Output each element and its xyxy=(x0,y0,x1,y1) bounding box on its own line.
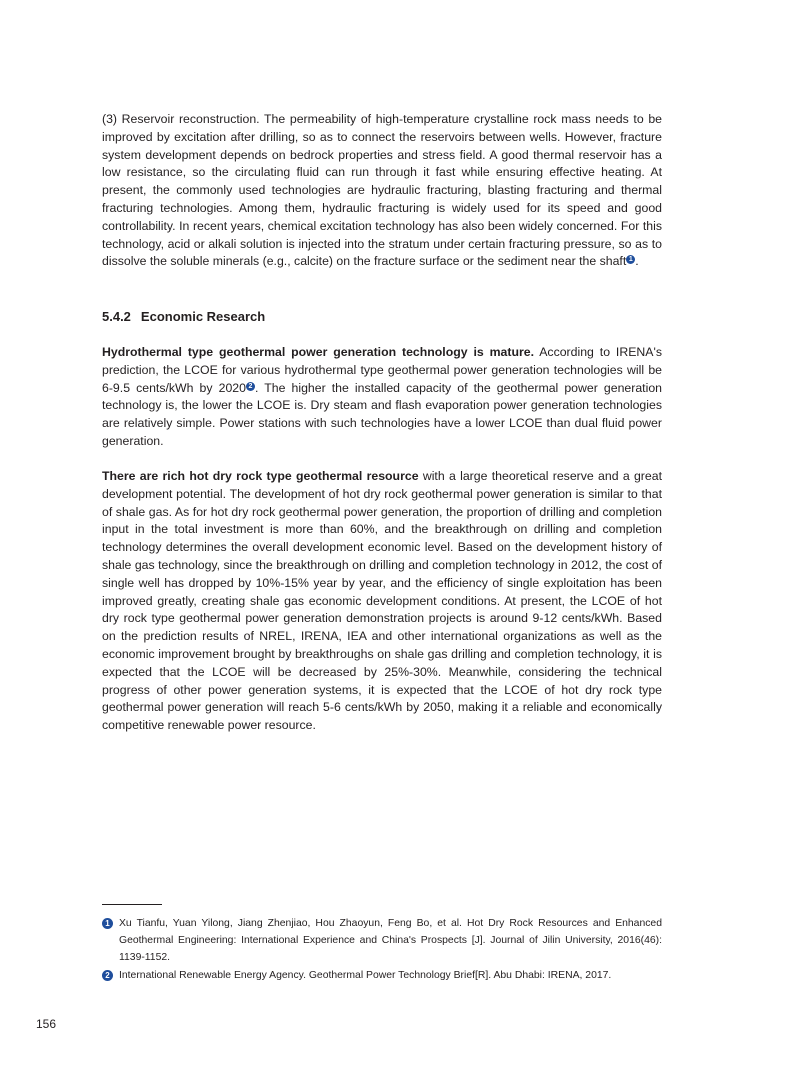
footnote-1 xyxy=(102,915,662,966)
paragraph-text: with a large theoretical reserve and a great development potential. The development of hot dry rock geothermal power generation is similar to that of shale gas. As for hot dry rock geothermal power generation, the proportion of drilling and completion input in the total investment is more than 60%, and the breakthrough on drilling and completion technology determines the overall development economic level. Based on the development history of shale gas technology, since the breakthrough on drilling and completion technology in 2012, the cost of single well has dropped by 10%-15% year by year, and the efficiency of single exploitation has been improved greatly, creating shale gas economic development conditions. At present, the LCOE of hot dry rock type geothermal power generation demonstration projects is around 9-12 cents/kWh. Based on the prediction results of NREL, IRENA, IEA and other international organizations as well as the economic improvement brought by breakthroughs on shale gas drilling and completion technology, it is expected that the LCOE will be decreased by 25%-30%. Meanwhile, considering the technical progress of other power generation systems, it is expected that the LCOE of hot dry rock type geothermal power generation will reach 5-6 cents/kWh by 2050, making it a reliable and economically competitive renewable power resource. xyxy=(102,469,662,733)
footnote-text: Xu Tianfu, Yuan Yilong, Jiang Zhenjiao, Hou Zhaoyun, Feng Bo, et al. Hot Dry Rock Resources and Enhanced Geothermal Engineering: International Experience and China's Prospects [J]. Journal of Jilin University, 2016(46): 1139-1152. xyxy=(119,918,662,963)
paragraph-text: (3) Reservoir reconstruction. The permeability of high-temperature crystalline rock mass needs to be improved by excitation after drilling, so as to connect the reservoirs between wells. However, fracture system development depends on bedrock properties and stress field. A good thermal reservoir has a low resistance, so the circulating fluid can run through it fast while ensuring effective heating. At present, the commonly used technologies are hydraulic fracturing, blasting fracturing and thermal fracturing technologies. Among them, hydraulic fracturing is widely used for its speed and good controllability. In recent years, chemical excitation technology has also been widely concerned. For this technology, acid or alkali solution is injected into the stratum under certain fracturing pressure, so as to dissolve the soluble minerals (e.g., calcite) on the fracture surface or the sediment near the shaft xyxy=(102,112,662,269)
paragraph-end: . xyxy=(635,254,639,269)
footnote-divider xyxy=(102,904,162,905)
footnote-2 xyxy=(102,967,662,984)
footnote-marker-2: 2 xyxy=(102,970,113,981)
paragraph-text-continued: . The higher the installed capacity of the geothermal power generation technology is, the lower the LCOE is. Dry steam and flash evaporation power generation technologies are relatively simple. Power stations with such technologies have a lower LCOE than dual fluid power generation. xyxy=(102,380,663,448)
paragraph-text: According to IRENA's prediction, the LCOE for various hydrothermal type geothermal power generation technologies will be 6-9.5 cents/kWh by 2020 xyxy=(102,345,662,395)
paragraph-hot-dry-rock xyxy=(102,468,662,735)
paragraph-hydrothermal xyxy=(102,344,662,451)
page-number: 156 xyxy=(36,1017,57,1031)
footnote-ref-2[interactable]: 2 xyxy=(246,382,255,391)
paragraph-lead: Hydrothermal type geothermal power generation technology is mature. xyxy=(102,345,535,359)
footnote-marker-1: 1 xyxy=(102,918,113,929)
footnote-ref-1[interactable]: 1 xyxy=(626,255,635,264)
section-title: Economic Research xyxy=(140,309,266,324)
paragraph-reservoir-reconstruction xyxy=(102,111,662,271)
section-heading xyxy=(102,308,662,326)
section-number: 5.4.2 xyxy=(102,309,131,324)
paragraph-lead: There are rich hot dry rock type geothermal resource xyxy=(102,469,419,483)
footnotes xyxy=(102,915,662,985)
footnote-text: International Renewable Energy Agency. Geothermal Power Technology Brief[R]. Abu Dhabi: IRENA, 2017. xyxy=(119,970,612,981)
